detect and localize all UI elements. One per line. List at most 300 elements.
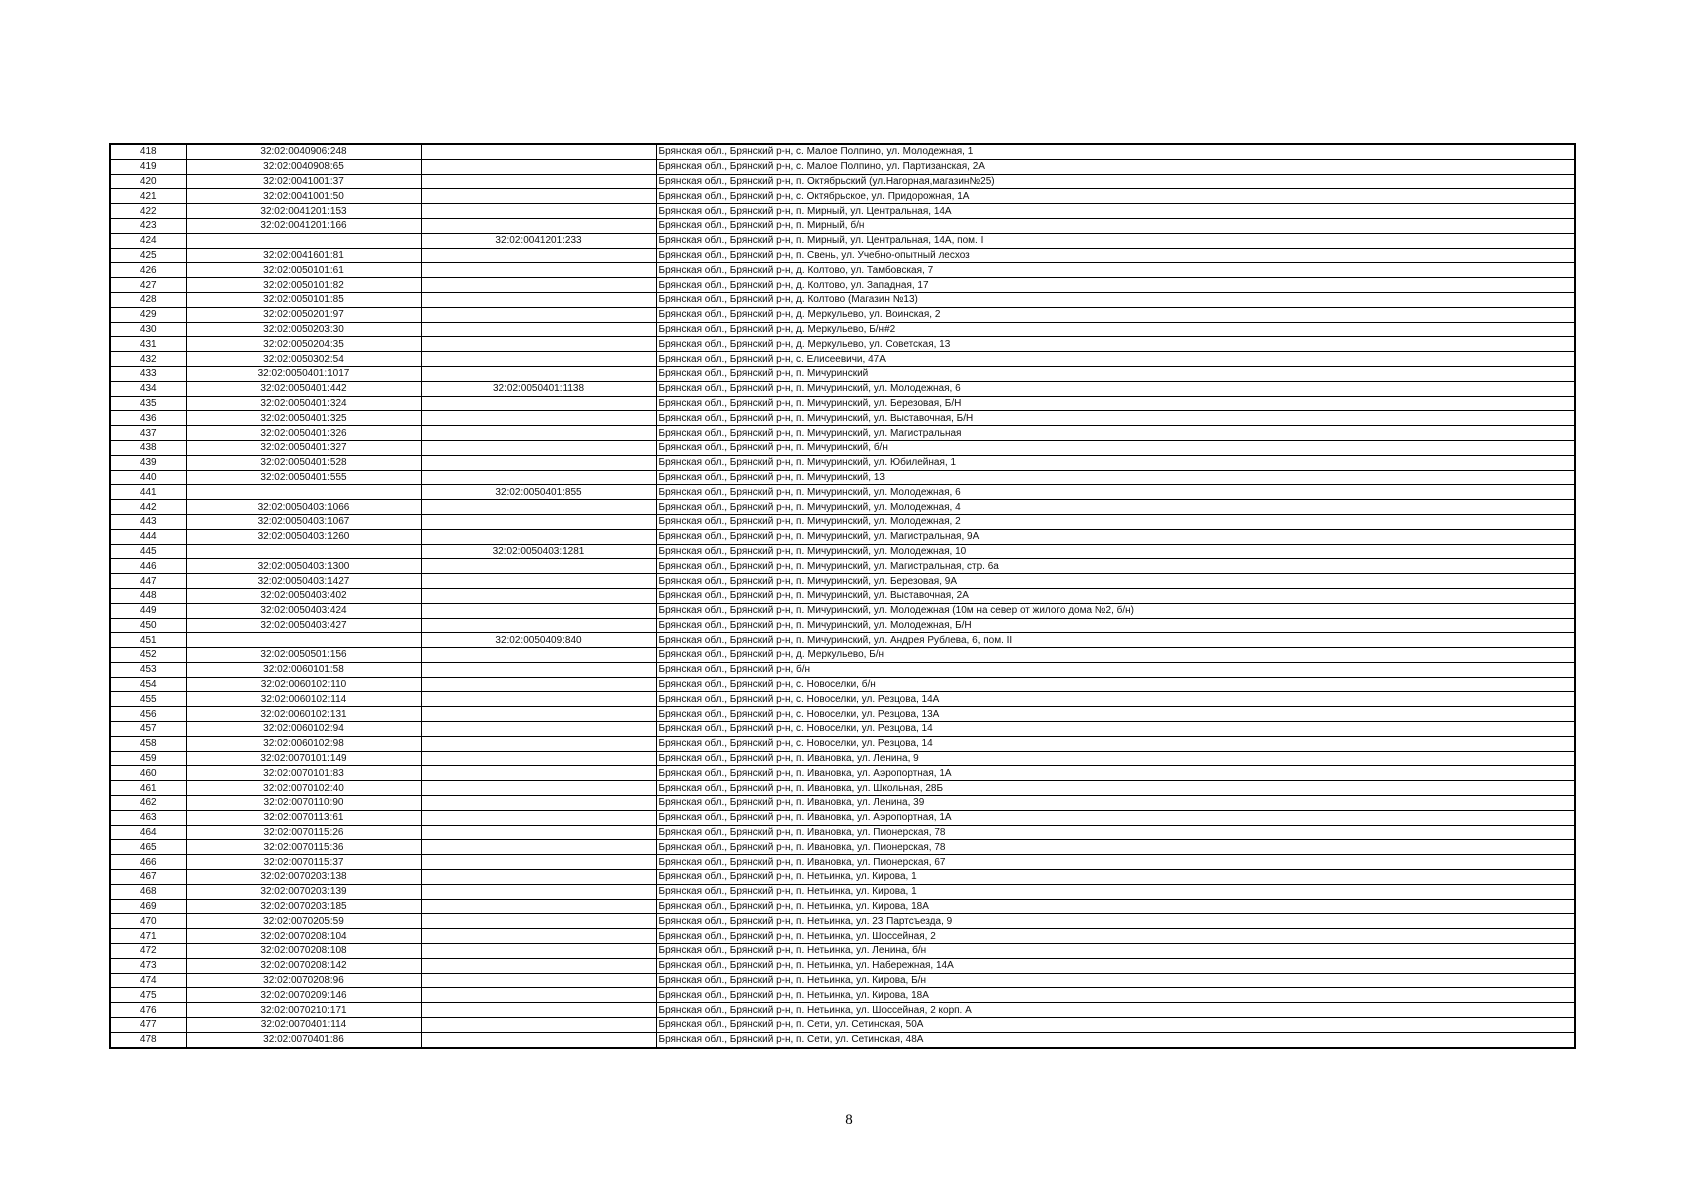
cadastral-number-cell: 32:02:0041601:81	[186, 248, 421, 263]
related-cadastral-number-cell	[421, 588, 656, 603]
address-cell: Брянская обл., Брянский р-н, п. Нетьинка, ул. Кирова, 1	[656, 884, 1575, 899]
related-cadastral-number-cell	[421, 840, 656, 855]
address-cell: Брянская обл., Брянский р-н, п. Мичуринский, ул. Юбилейная, 1	[656, 455, 1575, 470]
address-cell: Брянская обл., Брянский р-н, п. Нетьинка, ул. Кирова, 1	[656, 870, 1575, 885]
row-number-cell: 450	[110, 618, 186, 633]
related-cadastral-number-cell	[421, 855, 656, 870]
cadastral-number-cell	[186, 485, 421, 500]
row-number-cell: 452	[110, 648, 186, 663]
table-row	[110, 263, 1575, 278]
address-cell: Брянская обл., Брянский р-н, п. Сети, ул. Сетинская, 48А	[656, 1032, 1575, 1047]
related-cadastral-number-cell	[421, 500, 656, 515]
address-cell: Брянская обл., Брянский р-н, п. Мичуринский, ул. Молодежная, 4	[656, 500, 1575, 515]
table-row	[110, 944, 1575, 959]
row-number-cell: 475	[110, 988, 186, 1003]
related-cadastral-number-cell	[421, 366, 656, 381]
registry-table	[109, 143, 1576, 1049]
registry-table-container	[109, 143, 1574, 1049]
row-number-cell: 478	[110, 1032, 186, 1047]
table-row	[110, 751, 1575, 766]
address-cell: Брянская обл., Брянский р-н, п. Ивановка, ул. Школьная, 28Б	[656, 781, 1575, 796]
cadastral-number-cell: 32:02:0050403:1300	[186, 559, 421, 574]
related-cadastral-number-cell	[421, 973, 656, 988]
row-number-cell: 467	[110, 870, 186, 885]
row-number-cell: 419	[110, 159, 186, 174]
address-cell: Брянская обл., Брянский р-н, п. Ивановка, ул. Ленина, 9	[656, 751, 1575, 766]
row-number-cell: 471	[110, 929, 186, 944]
cadastral-number-cell: 32:02:0050403:424	[186, 603, 421, 618]
table-row	[110, 174, 1575, 189]
row-number-cell: 447	[110, 574, 186, 589]
cadastral-number-cell: 32:02:0041001:50	[186, 189, 421, 204]
table-row	[110, 381, 1575, 396]
row-number-cell: 457	[110, 722, 186, 737]
address-cell: Брянская обл., Брянский р-н, п. Ивановка, ул. Аэропортная, 1А	[656, 766, 1575, 781]
table-row	[110, 204, 1575, 219]
related-cadastral-number-cell	[421, 1032, 656, 1047]
related-cadastral-number-cell	[421, 707, 656, 722]
table-row	[110, 500, 1575, 515]
address-cell: Брянская обл., Брянский р-н, с. Новоселки, ул. Резцова, 14А	[656, 692, 1575, 707]
address-cell: Брянская обл., Брянский р-н, п. Нетьинка, ул. Набережная, 14А	[656, 958, 1575, 973]
row-number-cell: 474	[110, 973, 186, 988]
related-cadastral-number-cell	[421, 455, 656, 470]
table-row	[110, 144, 1575, 159]
related-cadastral-number-cell	[421, 218, 656, 233]
address-cell: Брянская обл., Брянский р-н, д. Меркульево, ул. Советская, 13	[656, 337, 1575, 352]
table-row	[110, 840, 1575, 855]
cadastral-number-cell: 32:02:0070115:36	[186, 840, 421, 855]
related-cadastral-number-cell	[421, 781, 656, 796]
related-cadastral-number-cell	[421, 929, 656, 944]
table-row	[110, 722, 1575, 737]
cadastral-number-cell: 32:02:0070115:26	[186, 825, 421, 840]
address-cell: Брянская обл., Брянский р-н, п. Мичуринский, ул. Березовая, Б/Н	[656, 396, 1575, 411]
related-cadastral-number-cell	[421, 470, 656, 485]
row-number-cell: 427	[110, 278, 186, 293]
address-cell: Брянская обл., Брянский р-н, п. Ивановка, ул. Аэропортная, 1А	[656, 810, 1575, 825]
cadastral-number-cell: 32:02:0050403:402	[186, 588, 421, 603]
cadastral-number-cell: 32:02:0050204:35	[186, 337, 421, 352]
table-row	[110, 352, 1575, 367]
table-row	[110, 973, 1575, 988]
related-cadastral-number-cell	[421, 796, 656, 811]
cadastral-number-cell: 32:02:0070203:185	[186, 899, 421, 914]
related-cadastral-number-cell	[421, 870, 656, 885]
table-row	[110, 633, 1575, 648]
cadastral-number-cell: 32:02:0060101:58	[186, 662, 421, 677]
cadastral-number-cell: 32:02:0070203:139	[186, 884, 421, 899]
table-row	[110, 514, 1575, 529]
address-cell: Брянская обл., Брянский р-н, п. Мирный, б/н	[656, 218, 1575, 233]
row-number-cell: 470	[110, 914, 186, 929]
table-row	[110, 692, 1575, 707]
related-cadastral-number-cell	[421, 189, 656, 204]
address-cell: Брянская обл., Брянский р-н, д. Колтово, ул. Тамбовская, 7	[656, 263, 1575, 278]
address-cell: Брянская обл., Брянский р-н, п. Мичуринский, ул. Выставочная, 2А	[656, 588, 1575, 603]
related-cadastral-number-cell	[421, 322, 656, 337]
address-cell: Брянская обл., Брянский р-н, п. Нетьинка, ул. Кирова, Б/н	[656, 973, 1575, 988]
address-cell: Брянская обл., Брянский р-н, п. Мичуринский, ул. Магистральная, 9А	[656, 529, 1575, 544]
table-row	[110, 588, 1575, 603]
address-cell: Брянская обл., Брянский р-н, п. Свень, ул. Учебно-опытный лесхоз	[656, 248, 1575, 263]
address-cell: Брянская обл., Брянский р-н, п. Мичуринский, ул. Выставочная, Б/Н	[656, 411, 1575, 426]
table-row	[110, 914, 1575, 929]
address-cell: Брянская обл., Брянский р-н, п. Ивановка, ул. Ленина, 39	[656, 796, 1575, 811]
row-number-cell: 454	[110, 677, 186, 692]
table-row	[110, 766, 1575, 781]
row-number-cell: 421	[110, 189, 186, 204]
row-number-cell: 440	[110, 470, 186, 485]
row-number-cell: 476	[110, 1003, 186, 1018]
cadastral-number-cell: 32:02:0050401:1017	[186, 366, 421, 381]
table-row	[110, 411, 1575, 426]
related-cadastral-number-cell	[421, 292, 656, 307]
table-row	[110, 455, 1575, 470]
table-row	[110, 278, 1575, 293]
row-number-cell: 463	[110, 810, 186, 825]
related-cadastral-number-cell	[421, 958, 656, 973]
related-cadastral-number-cell	[421, 307, 656, 322]
cadastral-number-cell: 32:02:0050101:85	[186, 292, 421, 307]
cadastral-number-cell: 32:02:0050401:324	[186, 396, 421, 411]
row-number-cell: 438	[110, 440, 186, 455]
related-cadastral-number-cell	[421, 692, 656, 707]
address-cell: Брянская обл., Брянский р-н, п. Нетьинка, ул. 23 Партсъезда, 9	[656, 914, 1575, 929]
row-number-cell: 422	[110, 204, 186, 219]
related-cadastral-number-cell	[421, 751, 656, 766]
address-cell: Брянская обл., Брянский р-н, с. Малое Полпино, ул. Молодежная, 1	[656, 144, 1575, 159]
address-cell: Брянская обл., Брянский р-н, п. Мичуринский, ул. Молодежная, 6	[656, 485, 1575, 500]
related-cadastral-number-cell	[421, 677, 656, 692]
related-cadastral-number-cell	[421, 736, 656, 751]
row-number-cell: 425	[110, 248, 186, 263]
row-number-cell: 441	[110, 485, 186, 500]
address-cell: Брянская обл., Брянский р-н, п. Мирный, ул. Центральная, 14А	[656, 204, 1575, 219]
related-cadastral-number-cell: 32:02:0050409:840	[421, 633, 656, 648]
cadastral-number-cell: 32:02:0050403:1260	[186, 529, 421, 544]
row-number-cell: 433	[110, 366, 186, 381]
address-cell: Брянская обл., Брянский р-н, п. Мичуринский	[656, 366, 1575, 381]
address-cell: Брянская обл., Брянский р-н, п. Сети, ул. Сетинская, 50А	[656, 1018, 1575, 1033]
row-number-cell: 445	[110, 544, 186, 559]
cadastral-number-cell: 32:02:0070113:61	[186, 810, 421, 825]
cadastral-number-cell: 32:02:0050101:61	[186, 263, 421, 278]
address-cell: Брянская обл., Брянский р-н, д. Меркульево, ул. Воинская, 2	[656, 307, 1575, 322]
table-row	[110, 574, 1575, 589]
address-cell: Брянская обл., Брянский р-н, с. Новоселки, б/н	[656, 677, 1575, 692]
table-row	[110, 426, 1575, 441]
related-cadastral-number-cell	[421, 559, 656, 574]
related-cadastral-number-cell	[421, 144, 656, 159]
cadastral-number-cell: 32:02:0050101:82	[186, 278, 421, 293]
related-cadastral-number-cell	[421, 248, 656, 263]
cadastral-number-cell: 32:02:0070101:149	[186, 751, 421, 766]
row-number-cell: 468	[110, 884, 186, 899]
cadastral-number-cell: 32:02:0050201:97	[186, 307, 421, 322]
table-row	[110, 1003, 1575, 1018]
cadastral-number-cell: 32:02:0070208:104	[186, 929, 421, 944]
cadastral-number-cell: 32:02:0060102:94	[186, 722, 421, 737]
cadastral-number-cell: 32:02:0040908:65	[186, 159, 421, 174]
cadastral-number-cell: 32:02:0070401:86	[186, 1032, 421, 1047]
page-number: 8	[845, 1112, 853, 1128]
table-row	[110, 307, 1575, 322]
related-cadastral-number-cell	[421, 159, 656, 174]
cadastral-number-cell: 32:02:0050403:1427	[186, 574, 421, 589]
cadastral-number-cell: 32:02:0041001:37	[186, 174, 421, 189]
cadastral-number-cell: 32:02:0050403:1067	[186, 514, 421, 529]
row-number-cell: 455	[110, 692, 186, 707]
address-cell: Брянская обл., Брянский р-н, д. Меркульево, Б/н	[656, 648, 1575, 663]
address-cell: Брянская обл., Брянский р-н, п. Мирный, ул. Центральная, 14А, пом. I	[656, 233, 1575, 248]
row-number-cell: 462	[110, 796, 186, 811]
address-cell: Брянская обл., Брянский р-н, п. Мичуринский, ул. Молодежная, Б/Н	[656, 618, 1575, 633]
row-number-cell: 461	[110, 781, 186, 796]
related-cadastral-number-cell	[421, 884, 656, 899]
row-number-cell: 439	[110, 455, 186, 470]
address-cell: Брянская обл., Брянский р-н, д. Меркульево, Б/н#2	[656, 322, 1575, 337]
related-cadastral-number-cell	[421, 899, 656, 914]
address-cell: Брянская обл., Брянский р-н, п. Нетьинка, ул. Кирова, 18А	[656, 899, 1575, 914]
cadastral-number-cell: 32:02:0070110:90	[186, 796, 421, 811]
row-number-cell: 466	[110, 855, 186, 870]
row-number-cell: 473	[110, 958, 186, 973]
table-row	[110, 233, 1575, 248]
table-row	[110, 677, 1575, 692]
related-cadastral-number-cell	[421, 825, 656, 840]
cadastral-number-cell: 32:02:0050401:555	[186, 470, 421, 485]
related-cadastral-number-cell	[421, 574, 656, 589]
table-row	[110, 1018, 1575, 1033]
row-number-cell: 465	[110, 840, 186, 855]
registry-table-body	[110, 144, 1575, 1048]
table-row	[110, 559, 1575, 574]
related-cadastral-number-cell	[421, 662, 656, 677]
related-cadastral-number-cell	[421, 722, 656, 737]
related-cadastral-number-cell	[421, 529, 656, 544]
address-cell: Брянская обл., Брянский р-н, п. Мичуринский, ул. Березовая, 9А	[656, 574, 1575, 589]
cadastral-number-cell: 32:02:0070115:37	[186, 855, 421, 870]
cadastral-number-cell: 32:02:0050403:1066	[186, 500, 421, 515]
row-number-cell: 428	[110, 292, 186, 307]
cadastral-number-cell: 32:02:0070208:108	[186, 944, 421, 959]
table-row	[110, 218, 1575, 233]
row-number-cell: 451	[110, 633, 186, 648]
related-cadastral-number-cell	[421, 514, 656, 529]
table-row	[110, 159, 1575, 174]
table-row	[110, 929, 1575, 944]
related-cadastral-number-cell	[421, 263, 656, 278]
row-number-cell: 426	[110, 263, 186, 278]
related-cadastral-number-cell	[421, 1003, 656, 1018]
table-row	[110, 248, 1575, 263]
address-cell: Брянская обл., Брянский р-н, п. Мичуринский, ул. Андрея Рублева, 6, пом. II	[656, 633, 1575, 648]
cadastral-number-cell	[186, 633, 421, 648]
row-number-cell: 435	[110, 396, 186, 411]
related-cadastral-number-cell	[421, 411, 656, 426]
table-row	[110, 322, 1575, 337]
address-cell: Брянская обл., Брянский р-н, п. Нетьинка, ул. Ленина, б/н	[656, 944, 1575, 959]
address-cell: Брянская обл., Брянский р-н, п. Нетьинка, ул. Шоссейная, 2	[656, 929, 1575, 944]
related-cadastral-number-cell	[421, 914, 656, 929]
address-cell: Брянская обл., Брянский р-н, с. Новоселки, ул. Резцова, 13А	[656, 707, 1575, 722]
table-row	[110, 440, 1575, 455]
cadastral-number-cell: 32:02:0070102:40	[186, 781, 421, 796]
cadastral-number-cell: 32:02:0050302:54	[186, 352, 421, 367]
cadastral-number-cell: 32:02:0050401:325	[186, 411, 421, 426]
cadastral-number-cell: 32:02:0050203:30	[186, 322, 421, 337]
cadastral-number-cell: 32:02:0070208:96	[186, 973, 421, 988]
cadastral-number-cell: 32:02:0050403:427	[186, 618, 421, 633]
table-row	[110, 855, 1575, 870]
cadastral-number-cell: 32:02:0050401:327	[186, 440, 421, 455]
row-number-cell: 460	[110, 766, 186, 781]
related-cadastral-number-cell	[421, 766, 656, 781]
cadastral-number-cell: 32:02:0040906:248	[186, 144, 421, 159]
address-cell: Брянская обл., Брянский р-н, п. Ивановка, ул. Пионерская, 67	[656, 855, 1575, 870]
row-number-cell: 449	[110, 603, 186, 618]
cadastral-number-cell: 32:02:0050401:528	[186, 455, 421, 470]
related-cadastral-number-cell	[421, 648, 656, 663]
row-number-cell: 420	[110, 174, 186, 189]
row-number-cell: 472	[110, 944, 186, 959]
table-row	[110, 337, 1575, 352]
row-number-cell: 432	[110, 352, 186, 367]
related-cadastral-number-cell: 32:02:0041201:233	[421, 233, 656, 248]
cadastral-number-cell: 32:02:0060102:98	[186, 736, 421, 751]
address-cell: Брянская обл., Брянский р-н, п. Мичуринский, 13	[656, 470, 1575, 485]
table-row	[110, 292, 1575, 307]
table-row	[110, 618, 1575, 633]
table-row	[110, 366, 1575, 381]
row-number-cell: 459	[110, 751, 186, 766]
cadastral-number-cell: 32:02:0060102:114	[186, 692, 421, 707]
related-cadastral-number-cell	[421, 810, 656, 825]
address-cell: Брянская обл., Брянский р-н, п. Мичуринский, б/н	[656, 440, 1575, 455]
cadastral-number-cell: 32:02:0070401:114	[186, 1018, 421, 1033]
table-row	[110, 396, 1575, 411]
row-number-cell: 469	[110, 899, 186, 914]
related-cadastral-number-cell	[421, 618, 656, 633]
related-cadastral-number-cell	[421, 988, 656, 1003]
row-number-cell: 446	[110, 559, 186, 574]
cadastral-number-cell: 32:02:0070205:59	[186, 914, 421, 929]
cadastral-number-cell: 32:02:0060102:110	[186, 677, 421, 692]
related-cadastral-number-cell: 32:02:0050403:1281	[421, 544, 656, 559]
cadastral-number-cell	[186, 544, 421, 559]
address-cell: Брянская обл., Брянский р-н, д. Колтово, ул. Западная, 17	[656, 278, 1575, 293]
table-row	[110, 988, 1575, 1003]
table-row	[110, 781, 1575, 796]
row-number-cell: 456	[110, 707, 186, 722]
address-cell: Брянская обл., Брянский р-н, п. Ивановка, ул. Пионерская, 78	[656, 840, 1575, 855]
related-cadastral-number-cell	[421, 337, 656, 352]
table-row	[110, 603, 1575, 618]
address-cell: Брянская обл., Брянский р-н, с. Малое Полпино, ул. Партизанская, 2А	[656, 159, 1575, 174]
table-row	[110, 189, 1575, 204]
address-cell: Брянская обл., Брянский р-н, п. Нетьинка, ул. Кирова, 18А	[656, 988, 1575, 1003]
address-cell: Брянская обл., Брянский р-н, с. Новоселки, ул. Резцова, 14	[656, 722, 1575, 737]
address-cell: Брянская обл., Брянский р-н, п. Ивановка, ул. Пионерская, 78	[656, 825, 1575, 840]
address-cell: Брянская обл., Брянский р-н, п. Нетьинка, ул. Шоссейная, 2 корп. А	[656, 1003, 1575, 1018]
row-number-cell: 423	[110, 218, 186, 233]
address-cell: Брянская обл., Брянский р-н, п. Мичуринский, ул. Молодежная, 10	[656, 544, 1575, 559]
row-number-cell: 453	[110, 662, 186, 677]
table-row	[110, 1032, 1575, 1047]
row-number-cell: 418	[110, 144, 186, 159]
cadastral-number-cell: 32:02:0070209:146	[186, 988, 421, 1003]
row-number-cell: 442	[110, 500, 186, 515]
address-cell: Брянская обл., Брянский р-н, п. Мичуринский, ул. Молодежная, 6	[656, 381, 1575, 396]
related-cadastral-number-cell	[421, 440, 656, 455]
table-row	[110, 544, 1575, 559]
address-cell: Брянская обл., Брянский р-н, п. Мичуринский, ул. Молодежная (10м на север от жилого дома №2, б/н)	[656, 603, 1575, 618]
related-cadastral-number-cell: 32:02:0050401:1138	[421, 381, 656, 396]
related-cadastral-number-cell	[421, 1018, 656, 1033]
row-number-cell: 477	[110, 1018, 186, 1033]
row-number-cell: 434	[110, 381, 186, 396]
cadastral-number-cell: 32:02:0041201:153	[186, 204, 421, 219]
cadastral-number-cell: 32:02:0050401:442	[186, 381, 421, 396]
table-row	[110, 810, 1575, 825]
cadastral-number-cell: 32:02:0070101:83	[186, 766, 421, 781]
table-row	[110, 958, 1575, 973]
cadastral-number-cell: 32:02:0050401:326	[186, 426, 421, 441]
cadastral-number-cell: 32:02:0050501:156	[186, 648, 421, 663]
row-number-cell: 436	[110, 411, 186, 426]
table-row	[110, 485, 1575, 500]
table-row	[110, 648, 1575, 663]
cadastral-number-cell: 32:02:0070210:171	[186, 1003, 421, 1018]
row-number-cell: 429	[110, 307, 186, 322]
cadastral-number-cell: 32:02:0070203:138	[186, 870, 421, 885]
related-cadastral-number-cell	[421, 944, 656, 959]
table-row	[110, 529, 1575, 544]
row-number-cell: 437	[110, 426, 186, 441]
row-number-cell: 448	[110, 588, 186, 603]
row-number-cell: 424	[110, 233, 186, 248]
cadastral-number-cell: 32:02:0070208:142	[186, 958, 421, 973]
table-row	[110, 736, 1575, 751]
table-row	[110, 707, 1575, 722]
table-row	[110, 870, 1575, 885]
related-cadastral-number-cell	[421, 426, 656, 441]
row-number-cell: 431	[110, 337, 186, 352]
address-cell: Брянская обл., Брянский р-н, с. Октябрьское, ул. Придорожная, 1А	[656, 189, 1575, 204]
row-number-cell: 458	[110, 736, 186, 751]
table-row	[110, 662, 1575, 677]
related-cadastral-number-cell	[421, 352, 656, 367]
table-row	[110, 884, 1575, 899]
address-cell: Брянская обл., Брянский р-н, б/н	[656, 662, 1575, 677]
address-cell: Брянская обл., Брянский р-н, д. Колтово (Магазин №13)	[656, 292, 1575, 307]
related-cadastral-number-cell	[421, 174, 656, 189]
row-number-cell: 444	[110, 529, 186, 544]
address-cell: Брянская обл., Брянский р-н, п. Мичуринский, ул. Магистральная, стр. 6а	[656, 559, 1575, 574]
related-cadastral-number-cell	[421, 204, 656, 219]
cadastral-number-cell: 32:02:0060102:131	[186, 707, 421, 722]
table-row	[110, 470, 1575, 485]
cadastral-number-cell: 32:02:0041201:166	[186, 218, 421, 233]
address-cell: Брянская обл., Брянский р-н, с. Елисеевичи, 47А	[656, 352, 1575, 367]
table-row	[110, 825, 1575, 840]
table-row	[110, 899, 1575, 914]
related-cadastral-number-cell	[421, 603, 656, 618]
related-cadastral-number-cell	[421, 396, 656, 411]
cadastral-number-cell	[186, 233, 421, 248]
address-cell: Брянская обл., Брянский р-н, п. Мичуринский, ул. Молодежная, 2	[656, 514, 1575, 529]
